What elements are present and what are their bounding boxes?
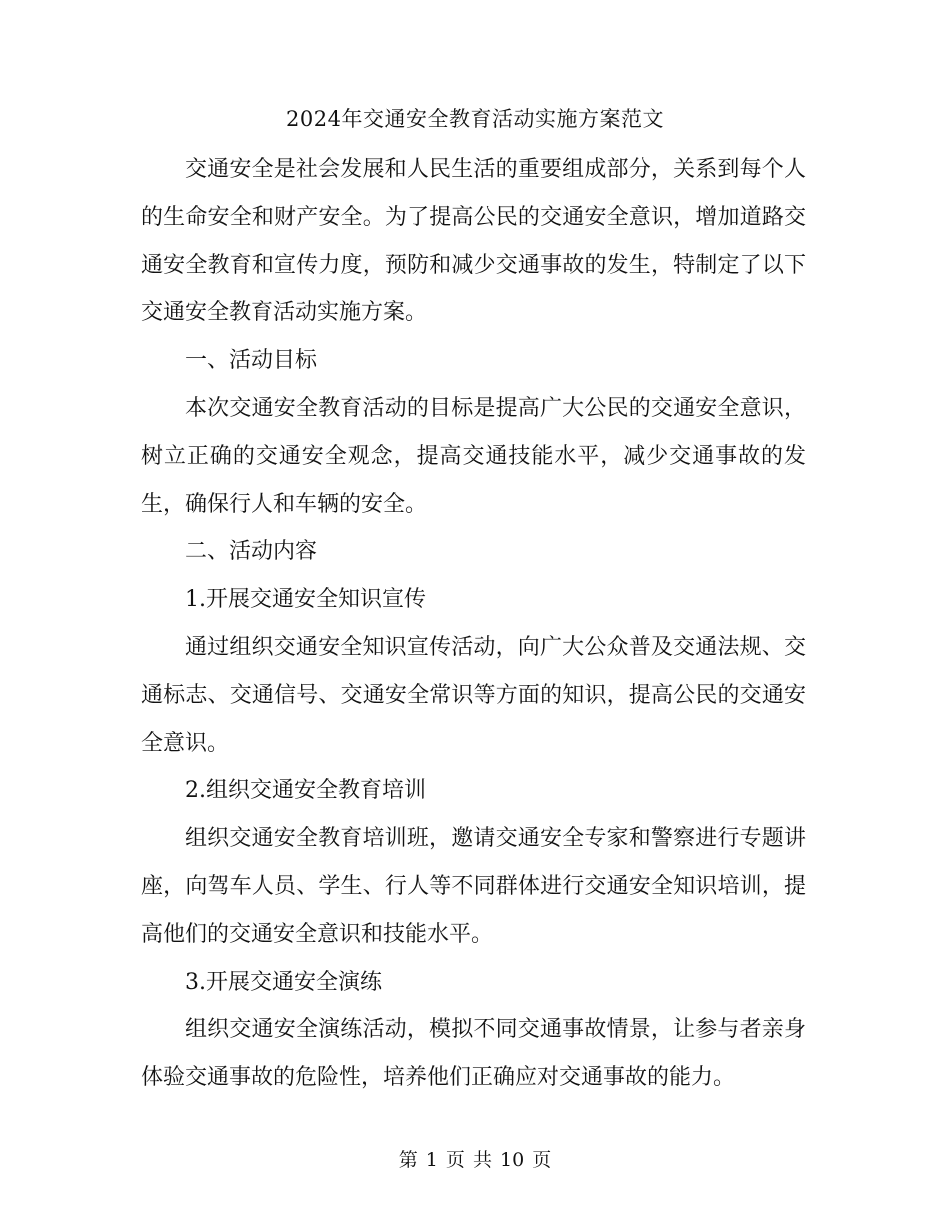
knowledge-promotion-paragraph: 通过组织交通安全知识宣传活动，向广大公众普及交通法规、交通标志、交通信号、交通安全常识等方面的知识，提高公民的交通安全意识。	[141, 634, 806, 756]
education-training-paragraph: 组织交通安全教育培训班，邀请交通安全专家和警察进行专题讲座，向驾车人员、学生、行人等不同群体进行交通安全知识培训，提高他们的交通安全意识和技能水平。	[141, 826, 806, 947]
section-heading-content: 二、活动内容	[185, 539, 318, 565]
safety-drill-paragraph: 组织交通安全演练活动，模拟不同交通事故情景，让参与者亲身体验交通事故的危险性，培养他们正确应对交通事故的能力。	[141, 1017, 806, 1091]
document-body	[141, 146, 806, 1102]
document-title: 2024年交通安全教育活动实施方案范文	[286, 107, 664, 131]
subheading-knowledge-promotion: 1.开展交通安全知识宣传	[185, 587, 426, 613]
section-heading-goals: 一、活动目标	[185, 348, 318, 374]
subheading-safety-drill: 3.开展交通安全演练	[185, 969, 382, 995]
subheading-education-training: 2.组织交通安全教育培训	[185, 778, 426, 804]
intro-paragraph: 交通安全是社会发展和人民生活的重要组成部分，关系到每个人的生命安全和财产安全。为了提高公民的交通安全意识，增加道路交通安全教育和宣传力度，预防和减少交通事故的发生，特制定了以下交通安全教育活动实施方案。	[141, 157, 806, 326]
goals-paragraph: 本次交通安全教育活动的目标是提高广大公民的交通安全意识，树立正确的交通安全观念，提高交通技能水平，减少交通事故的发生，确保行人和车辆的安全。	[141, 395, 806, 517]
page-number-footer: 第 1 页 共 10 页	[398, 1149, 552, 1171]
